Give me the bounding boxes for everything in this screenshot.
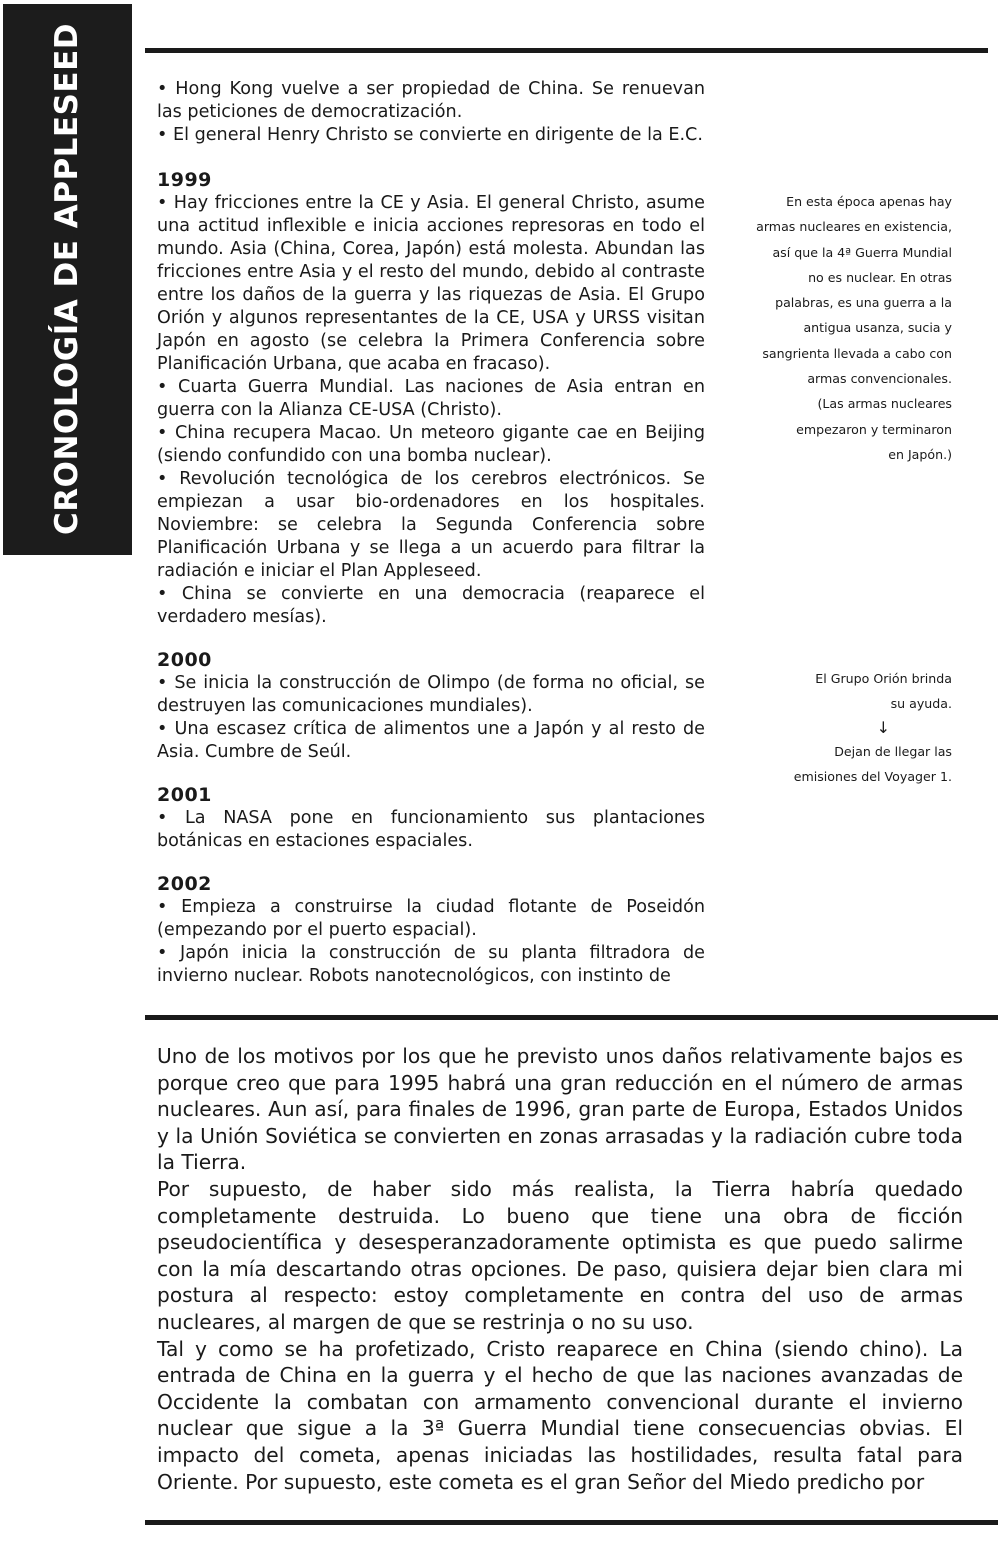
timeline-item: • Una escasez crítica de alimentos une a Japón y al resto de Asia. Cumbre de Seúl.: [157, 719, 705, 762]
note-line: El Grupo Orión brinda: [815, 671, 952, 686]
note-line: armas convencionales.: [807, 371, 952, 387]
year-heading-2002: 2002: [157, 873, 212, 895]
note-line: así que la 4ª Guerra Mundial: [772, 244, 952, 260]
timeline-item: • La NASA pone en funcionamiento sus plantaciones botánicas en estaciones espaciales.: [157, 808, 705, 851]
note-line: palabras, es una guerra a la: [775, 295, 952, 311]
timeline-item: • El general Henry Christo se convierte en dirigente de la E.C.: [157, 125, 703, 145]
commentary-paragraph: Tal y como se ha profetizado, Cristo reaparece en China (siendo chino). La entrada de China en la guerra y el hecho de que las naciones avanzadas de Occidente la combatan con armamento convencional durante el invierno nuclear que sigue a la 3ª Guerra Mundial tiene consecuencias obvias. El impacto del cometa, apenas iniciadas las hostilidades, resulta fatal para Oriente. Por supuesto, este cometa es el gran Señor del Miedo predicho por: [157, 1336, 963, 1494]
note-line: antigua usanza, sucia y: [803, 320, 952, 336]
bottom-divider: [145, 1520, 998, 1525]
year-heading-1999: 1999: [157, 169, 212, 191]
timeline-item: • Hay fricciones entre la CE y Asia. El general Christo, asume una actitud inflexible e inicia acciones represoras en todo el mundo. Asia (China, Corea, Japón) está molesta. Abundan las fricciones entre Asia y el resto del mundo, debido al contraste entre los daños de la guerra y las riquezas de Asia. El Grupo Orión y algunos representantes de la CE, USA y URSS visitan Japón en agosto (se celebra la Primera Conferencia sobre Planificación Urbana, que acaba en fracaso).: [157, 193, 705, 374]
timeline-item: • Hong Kong vuelve a ser propiedad de China. Se renuevan las peticiones de democratización.: [157, 79, 705, 122]
note-line: sangrienta llevada a cabo con: [762, 345, 952, 361]
note-line: armas nucleares en existencia,: [756, 219, 952, 235]
note-line: Dejan de llegar las: [834, 743, 952, 759]
timeline-item: • Cuarta Guerra Mundial. Las naciones de Asia entran en guerra con la Alianza CE-USA (Christo).: [157, 377, 705, 420]
timeline-item: • China se convierte en una democracia (reaparece el verdadero mesías).: [157, 584, 705, 627]
top-divider: [145, 48, 988, 53]
chapter-side-tab: [3, 4, 132, 555]
commentary-paragraph: Por supuesto, de haber sido más realista, la Tierra habría quedado completamente destruida. Lo bueno que tiene una obra de ficción pseudocientífica y desesperanzadoramente optimista es que puedo salirme con la mía descartando otras opciones. De paso, quisiera dejar bien clara mi postura al respecto: estoy completamente en contra del uso de armas nucleares, al margen de que se restrinja o no su uso.: [157, 1176, 963, 1334]
margin-note-nuclear: [715, 189, 952, 467]
year-heading-2001: 2001: [157, 784, 212, 806]
timeline-column: [157, 78, 705, 988]
margin-note-orion: [715, 666, 952, 789]
note-line: En esta época apenas hay: [786, 194, 952, 209]
note-line: empezaron y terminaron: [796, 421, 952, 437]
note-line: emisiones del Voyager 1.: [793, 768, 952, 784]
year-heading-2000: 2000: [157, 649, 212, 671]
timeline-item: • China recupera Macao. Un meteoro gigante cae en Beijing (siendo confundido con una bomba nuclear).: [157, 423, 705, 466]
author-commentary: [157, 1043, 963, 1495]
note-line: en Japón.): [888, 446, 952, 462]
commentary-paragraph: Uno de los motivos por los que he previsto unos daños relativamente bajos es porque creo que para 1995 habrá una gran reducción en el número de armas nucleares. Aun así, para finales de 1996, gran parte de Europa, Estados Unidos y la Unión Soviética se convierten en zonas arrasadas y la radiación cubre toda la Tierra.: [157, 1044, 963, 1175]
down-arrow-icon: ↓: [876, 717, 890, 737]
chapter-title: CRONOLOGÍA DE APPLESEED: [49, 22, 85, 536]
timeline-item: • Empieza a construirse la ciudad flotante de Poseidón (empezando por el puerto espacial).: [157, 897, 705, 940]
note-line: no es nuclear. En otras: [808, 269, 952, 285]
timeline-item: • Japón inicia la construcción de su planta filtradora de invierno nuclear. Robots nanotecnológicos, con instinto de: [157, 943, 705, 986]
middle-divider: [145, 1015, 998, 1020]
note-line: su ayuda.: [890, 696, 952, 712]
note-line: (Las armas nucleares: [817, 396, 952, 412]
timeline-item: • Se inicia la construcción de Olimpo (de forma no oficial, se destruyen las comunicaciones mundiales).: [157, 673, 705, 716]
timeline-item: • Revolución tecnológica de los cerebros electrónicos. Se empiezan a usar bio-ordenadores en los hospitales. Noviembre: se celebra la Segunda Conferencia sobre Planificación Urbana y se llega a un acuerdo para filtrar la radiación e iniciar el Plan Appleseed.: [157, 469, 705, 581]
